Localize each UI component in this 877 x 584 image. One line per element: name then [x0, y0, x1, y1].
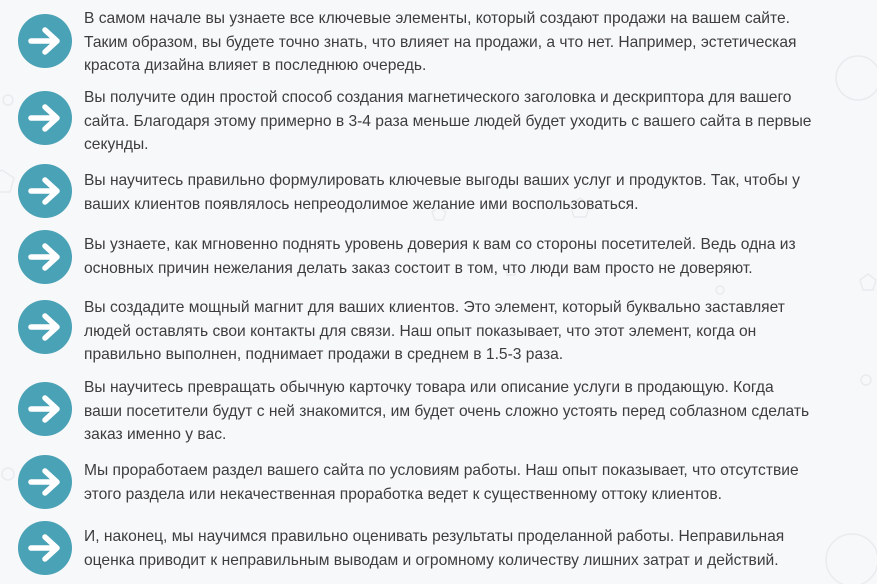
arrow-right-icon	[28, 394, 62, 424]
arrow-bullet	[18, 521, 72, 575]
list-item-text: Вы создадите мощный магнит для ваших клиентов. Это элемент, который буквально заставляет людей оставлять свои контакты для связи. Наш опыт показывает, что этот элемент, когда он правильно выполнен, поднимает продажи в среднем в 1.5-3 раза.	[84, 299, 785, 363]
list-item-text: Вы научитесь превращать обычную карточку товара или описание услуги в продающую. Когда ваши посетители будут с ней знакомится, им будет очень сложно устоять перед соблазном сделать заказ именно у вас.	[84, 379, 810, 443]
arrow-right-icon	[28, 242, 62, 272]
arrow-bullet	[18, 382, 72, 436]
arrow-right-icon	[28, 26, 62, 56]
list-item-text: В самом начале вы узнаете все ключевые элементы, который создают продажи на вашем сайте. Таким образом, вы будете точно знать, что влияет на продажи, а что нет. Например, эстетическая красота дизайна влияет в последнюю очередь.	[84, 10, 797, 74]
arrow-bullet	[18, 455, 72, 509]
arrow-bullet	[18, 14, 72, 68]
arrow-bullet	[18, 300, 72, 354]
arrow-bullet	[18, 91, 72, 145]
arrow-right-icon	[28, 103, 62, 133]
list-item-text: Вы научитесь правильно формулировать ключевые выгоды ваших услуг и продуктов. Так, чтобы у ваших клиентов появлялось непреодолимое желание ими воспользоваться.	[84, 172, 800, 213]
arrow-right-icon	[28, 467, 62, 497]
list-item-text: И, наконец, мы научимся правильно оценивать результаты проделанной работы. Неправильная оценка приводит к неправильным выводам и огромному количеству лишних затрат и действий.	[84, 528, 785, 569]
arrow-right-icon	[28, 176, 62, 206]
list-item-text: Вы узнаете, как мгновенно поднять уровень доверия к вам со стороны посетителей. Ведь одна из основных причин нежелания делать заказ состоит в том, что люди вам просто не доверяют.	[84, 236, 796, 277]
arrow-right-icon	[28, 312, 62, 342]
list-item-text: Мы проработаем раздел вашего сайта по условиям работы. Наш опыт показывает, что отсутствие этого раздела или некачественная проработка ведет к существенному оттоку клиентов.	[84, 462, 799, 503]
list-item-text: Вы получите один простой способ создания магнетического заголовка и дескриптора для вашего сайта. Благодаря этому примерно в 3-4 раза меньше людей будет уходить с вашего сайта в первые секунды.	[84, 89, 812, 153]
arrow-right-icon	[28, 533, 62, 563]
arrow-bullet	[18, 164, 72, 218]
arrow-bullet	[18, 230, 72, 284]
